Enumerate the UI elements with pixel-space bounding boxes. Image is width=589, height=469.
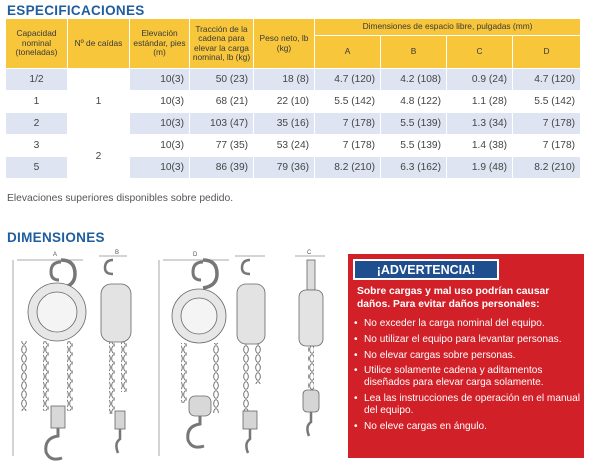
cell-capacity: 1 bbox=[6, 91, 68, 113]
specifications-title: ESPECIFICACIONES bbox=[7, 3, 145, 18]
header-dim-b: B bbox=[381, 36, 447, 69]
cell-lift: 10(3) bbox=[130, 113, 190, 135]
list-item: • No elevar cargas sobre personas. bbox=[354, 349, 516, 361]
bullet-icon: • bbox=[354, 349, 358, 361]
cell-dim-d: 7 (178) bbox=[513, 135, 581, 157]
cell-dim-b: 5.5 (139) bbox=[381, 113, 447, 135]
cell-pull: 86 (39) bbox=[190, 157, 254, 179]
header-dim-a: A bbox=[315, 36, 381, 69]
label-d: D bbox=[193, 252, 198, 258]
cell-dim-a: 8.2 (210) bbox=[315, 157, 381, 179]
dimensions-title: DIMENSIONES bbox=[7, 230, 105, 245]
narrow-side-view-drawing bbox=[295, 250, 325, 436]
cell-dim-c: 1.9 (48) bbox=[447, 157, 513, 179]
cell-dim-d: 8.2 (210) bbox=[513, 157, 581, 179]
cell-lift: 10(3) bbox=[130, 135, 190, 157]
warning-intro: Sobre cargas y mal uso podrían causar daños. Para evitar daños personales: bbox=[357, 286, 550, 310]
cell-dim-b: 4.2 (108) bbox=[381, 69, 447, 91]
side-view-double-drawing bbox=[235, 256, 265, 453]
cell-capacity: 3 bbox=[6, 135, 68, 157]
cell-dim-a: 4.7 (120) bbox=[315, 69, 381, 91]
cell-pull: 68 (21) bbox=[190, 91, 254, 113]
cell-dim-c: 1.1 (28) bbox=[447, 91, 513, 113]
cell-dim-b: 5.5 (139) bbox=[381, 135, 447, 157]
list-item: • No utilizar el equipo para levantar personas. bbox=[354, 333, 562, 345]
cell-dim-b: 4.8 (122) bbox=[381, 91, 447, 113]
cell-weight: 53 (24) bbox=[254, 135, 315, 157]
footnote: Elevaciones superiores disponibles sobre pedido. bbox=[7, 193, 234, 204]
warning-box bbox=[348, 254, 584, 458]
bullet-icon: • bbox=[354, 318, 358, 329]
cell-weight: 18 (8) bbox=[254, 69, 315, 91]
cell-dim-d: 7 (178) bbox=[513, 113, 581, 135]
cell-falls: 2 bbox=[68, 135, 130, 179]
cell-dim-b: 6.3 (162) bbox=[381, 157, 447, 179]
side-view-drawing bbox=[99, 250, 131, 453]
cell-dim-c: 1.4 (38) bbox=[447, 135, 513, 157]
header-dim-d: D bbox=[513, 36, 581, 69]
cell-dim-c: 0.9 (24) bbox=[447, 69, 513, 91]
cell-weight: 35 (16) bbox=[254, 113, 315, 135]
header-weight: Peso neto, lb (kg) bbox=[254, 19, 315, 69]
table-row bbox=[6, 69, 581, 91]
bullet-icon: • bbox=[354, 365, 358, 377]
cell-pull: 50 (23) bbox=[190, 69, 254, 91]
bullet-icon: • bbox=[354, 420, 358, 432]
front-view-double-drawing bbox=[159, 252, 229, 456]
header-capacity: Capacidad nominal (toneladas) bbox=[6, 19, 68, 69]
header-pull: Tracción de la cadena para elevar la carga nominal, lb (kg) bbox=[190, 19, 254, 69]
cell-dim-a: 7 (178) bbox=[315, 135, 381, 157]
header-lift: Elevación estándar, pies (m) bbox=[130, 19, 190, 69]
front-view-drawing bbox=[13, 252, 86, 459]
cell-pull: 77 (35) bbox=[190, 135, 254, 157]
header-dimensions: Dimensiones de espacio libre, pulgadas (mm) bbox=[315, 19, 581, 36]
cell-capacity: 5 bbox=[6, 157, 68, 179]
bullet-icon: • bbox=[354, 392, 358, 404]
cell-pull: 103 (47) bbox=[190, 113, 254, 135]
label-a: A bbox=[53, 252, 58, 258]
table-row bbox=[6, 135, 581, 157]
hoist-dimension-drawings bbox=[3, 246, 343, 466]
label-b: B bbox=[115, 250, 120, 256]
cell-lift: 10(3) bbox=[130, 91, 190, 113]
cell-weight: 79 (36) bbox=[254, 157, 315, 179]
cell-dim-a: 7 (178) bbox=[315, 113, 381, 135]
cell-falls: 1 bbox=[68, 69, 130, 135]
cell-dim-d: 5.5 (142) bbox=[513, 91, 581, 113]
header-dim-c: C bbox=[447, 36, 513, 69]
list-item: • Utilice solamente cadena y aditamentos diseñados para elevar carga solamente. bbox=[354, 365, 544, 389]
list-item: • No exceder la carga nominal del equipo. bbox=[354, 318, 545, 329]
list-item: • No eleve cargas en ángulo. bbox=[354, 420, 487, 432]
label-c: C bbox=[307, 250, 312, 256]
cell-weight: 22 (10) bbox=[254, 91, 315, 113]
cell-dim-a: 5.5 (142) bbox=[315, 91, 381, 113]
warning-list bbox=[353, 318, 581, 436]
header-falls: Nº de caídas bbox=[68, 19, 130, 69]
cell-capacity: 2 bbox=[6, 113, 68, 135]
cell-lift: 10(3) bbox=[130, 157, 190, 179]
warning-title: ¡ADVERTENCIA! bbox=[353, 259, 499, 280]
bullet-icon: • bbox=[354, 333, 358, 345]
cell-dim-c: 1.3 (34) bbox=[447, 113, 513, 135]
cell-dim-d: 4.7 (120) bbox=[513, 69, 581, 91]
cell-lift: 10(3) bbox=[130, 69, 190, 91]
list-item: • Lea las instrucciones de operación en el manual del equipo. bbox=[354, 392, 581, 416]
cell-capacity: 1/2 bbox=[6, 69, 68, 91]
specifications-table bbox=[5, 18, 581, 179]
